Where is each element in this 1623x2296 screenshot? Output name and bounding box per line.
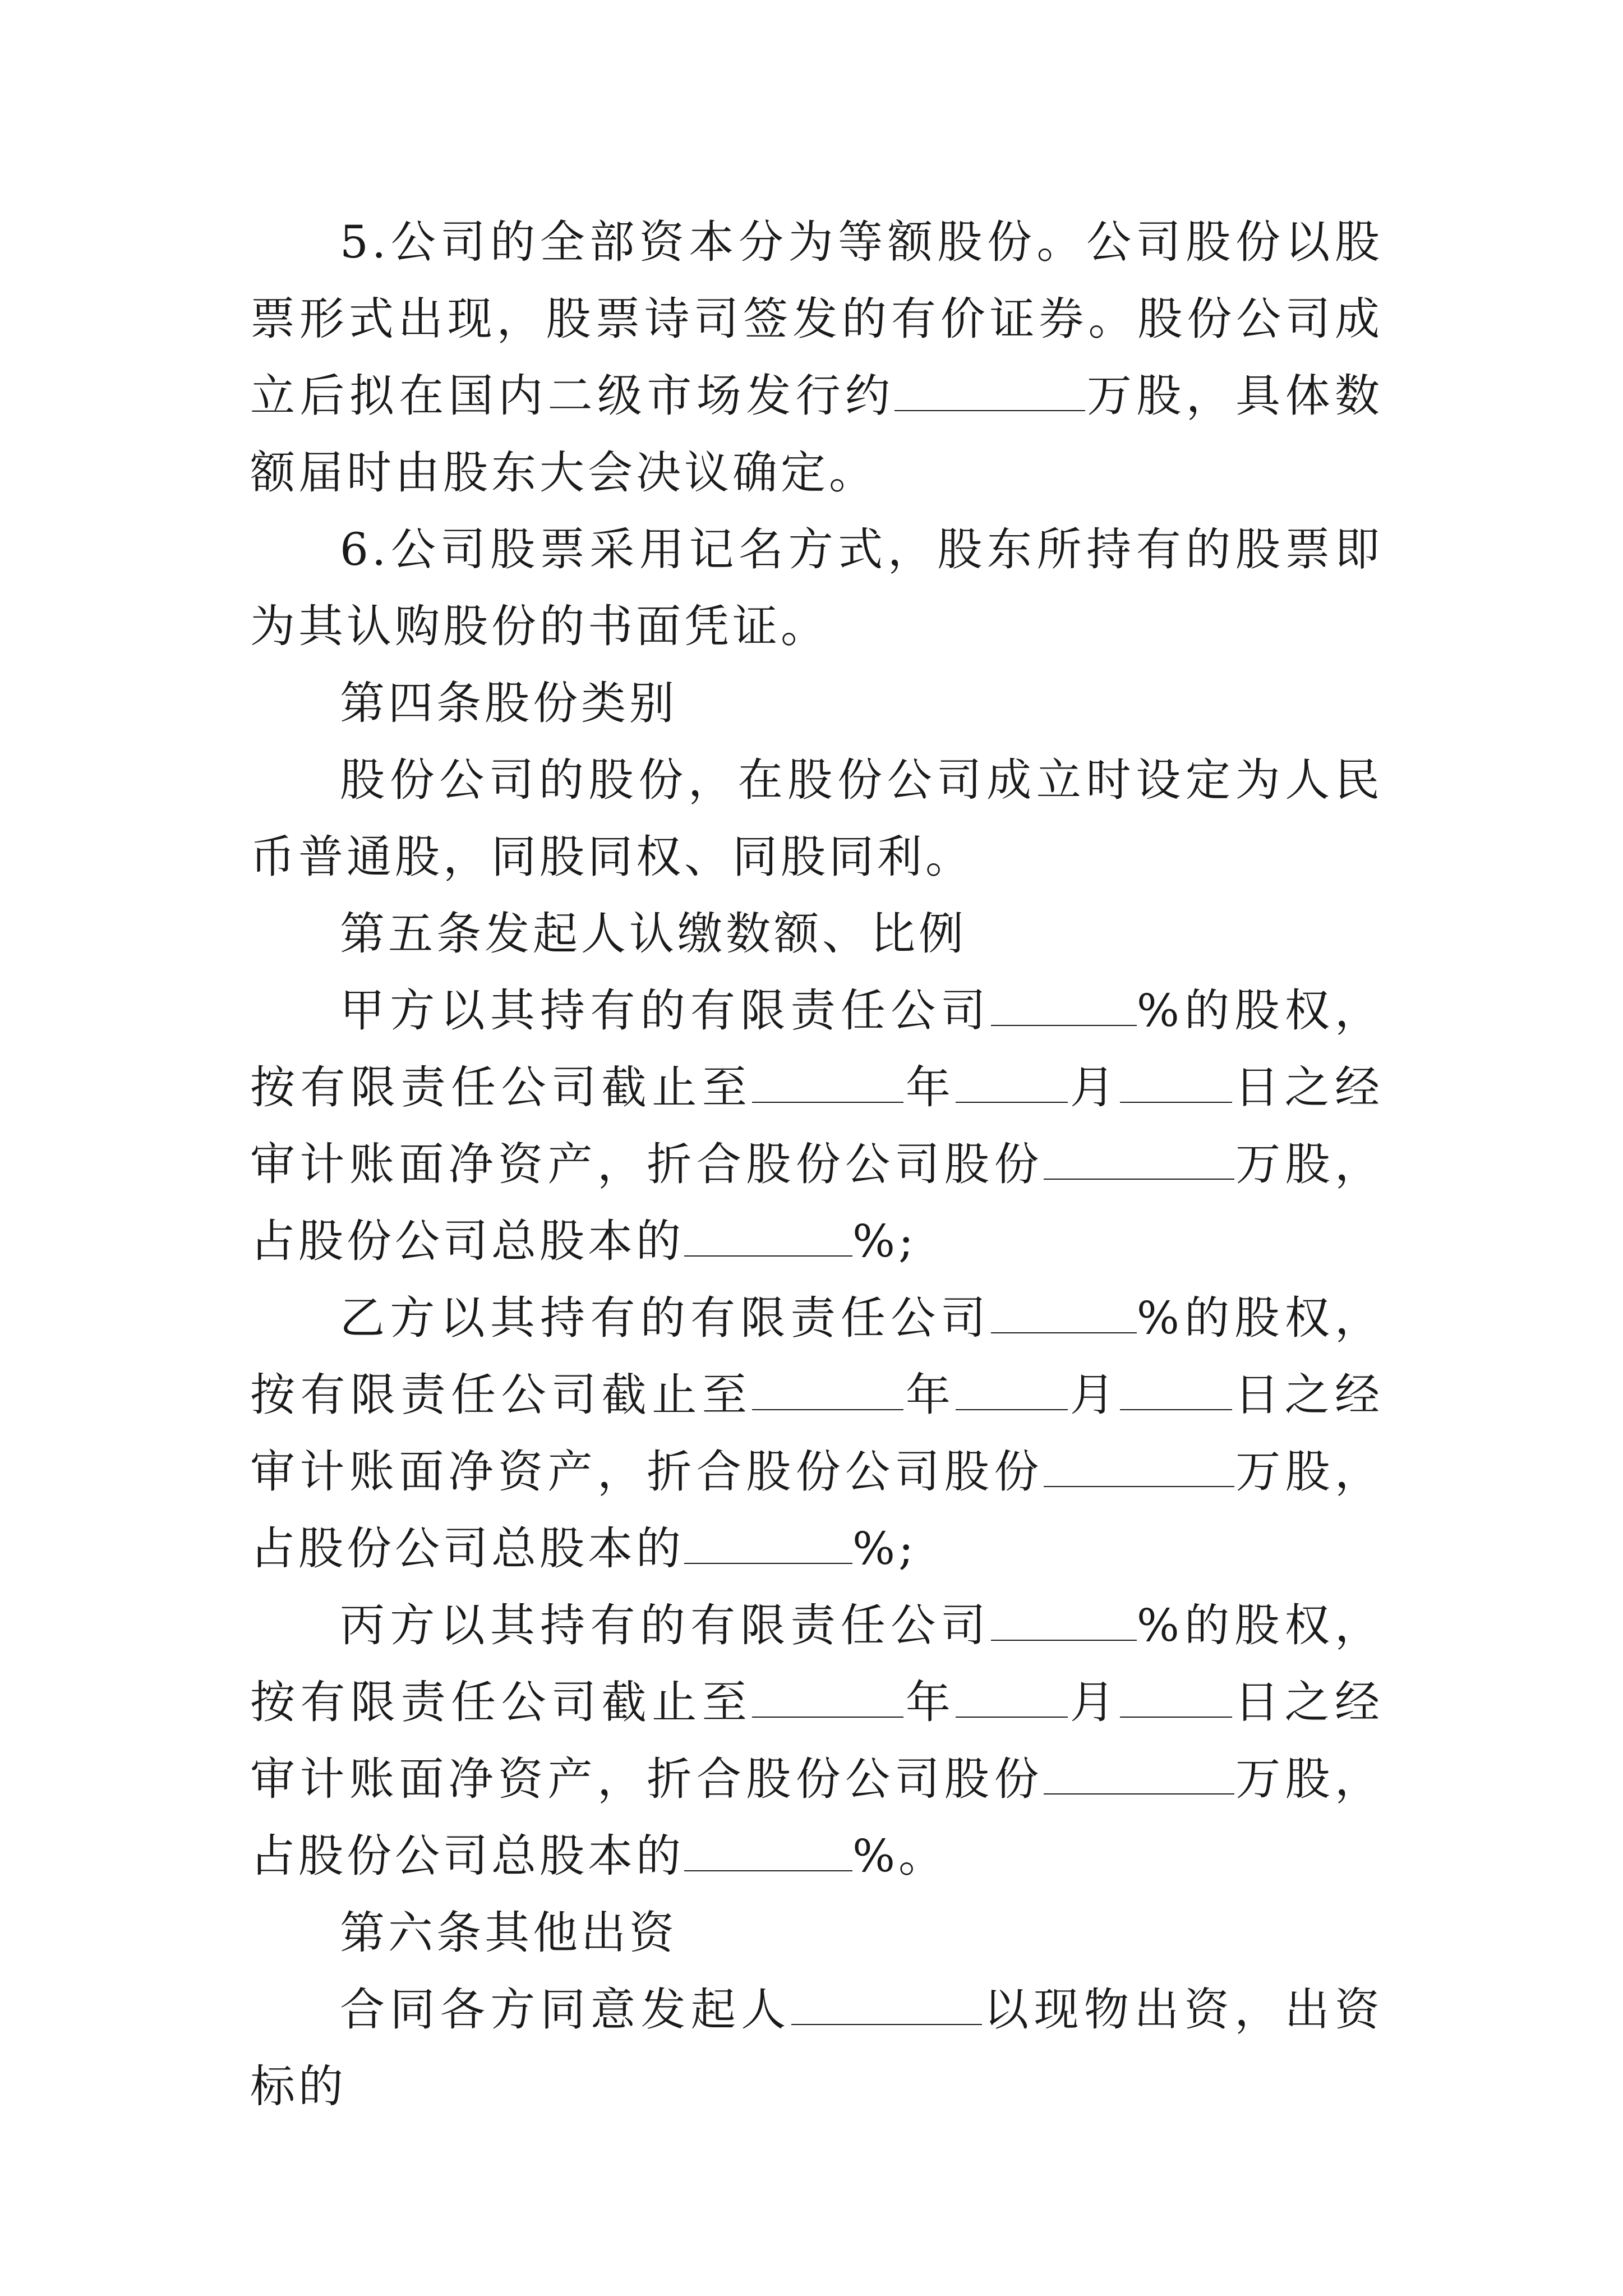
party-c-year-blank: [752, 1674, 903, 1718]
party-a-equity-pct-blank: [991, 982, 1137, 1026]
party-a-text-4: 月: [1068, 1061, 1121, 1114]
party-b-text-3: 年: [903, 1369, 956, 1421]
article-6-text-b: 以现物出资，出资标的: [250, 1984, 1384, 2113]
party-a-text-1: 甲方以其持有的有限责任公司: [340, 984, 991, 1037]
clause-5-text-a: 5.公司的全部资本分为等额股份。公司股份以股票形式出现，股票诗司签发的有价证券。股份公司成立后拟在国内二级市场发行约: [250, 216, 1383, 422]
party-c-text-7: %。: [852, 1830, 947, 1882]
party-b-equity-pct-blank: [991, 1290, 1137, 1333]
party-c-shares-blank: [1044, 1751, 1234, 1795]
party-c-text-4: 月: [1068, 1676, 1121, 1728]
party-a-text-3: 年: [903, 1061, 956, 1114]
party-b-month-blank: [956, 1366, 1068, 1410]
article-5-heading: 第五条发起人认缴数额、比例: [340, 908, 967, 960]
party-b-text-4: 月: [1068, 1369, 1121, 1421]
party-b-paragraph: [250, 1280, 1383, 1587]
party-a-month-blank: [956, 1059, 1068, 1103]
party-b-text-2: %的股权，按有限责任公司截止至: [250, 1292, 1384, 1421]
article-6-paragraph: [250, 1971, 1383, 2125]
party-c-day-blank: [1120, 1674, 1232, 1718]
party-c-month-blank: [956, 1674, 1068, 1718]
party-b-ratio-blank: [684, 1520, 852, 1564]
party-b-text-1: 乙方以其持有的有限责任公司: [340, 1292, 991, 1344]
share-count-blank: [895, 367, 1085, 411]
party-a-text-2: %的股权，按有限责任公司截止至: [250, 984, 1384, 1114]
article-4-paragraph: 股份公司的股份，在股份公司成立时设定为人民币普通股，同股同权、同股同利。: [250, 754, 1383, 883]
clause-5-text-b: 万股，具体数额届时由股东大会决议确定。: [250, 370, 1384, 499]
party-a-day-blank: [1120, 1059, 1232, 1103]
party-a-text-7: %;: [852, 1215, 917, 1267]
party-a-year-blank: [752, 1059, 903, 1103]
sponsor-name-blank: [791, 1981, 982, 2025]
party-b-year-blank: [752, 1366, 903, 1410]
party-c-text-6: 万股，占股份公司总股本的: [250, 1753, 1384, 1882]
party-a-shares-blank: [1044, 1136, 1234, 1180]
document-body: [250, 204, 1383, 2125]
party-c-paragraph: [250, 1587, 1383, 1894]
party-b-day-blank: [1120, 1366, 1232, 1410]
party-b-shares-blank: [1044, 1443, 1234, 1487]
clause-5-paragraph: [250, 204, 1383, 511]
article-6-text-a: 合同各方同意发起人: [340, 1984, 791, 2036]
article-6-heading: 第六条其他出资: [340, 1907, 677, 1959]
party-c-equity-pct-blank: [991, 1597, 1137, 1641]
party-b-text-5: 日之经审计账面净资产，折合股份公司股份: [250, 1369, 1384, 1498]
party-a-text-5: 日之经审计账面净资产，折合股份公司股份: [250, 1061, 1384, 1190]
article-4-heading: 第四条股份类别: [340, 677, 677, 729]
party-c-text-1: 丙方以其持有的有限责任公司: [340, 1599, 991, 1651]
party-a-paragraph: [250, 972, 1383, 1280]
party-c-text-3: 年: [903, 1676, 956, 1728]
party-c-text-2: %的股权，按有限责任公司截止至: [250, 1599, 1384, 1728]
party-b-text-7: %;: [852, 1522, 917, 1575]
party-c-text-5: 日之经审计账面净资产，折合股份公司股份: [250, 1676, 1384, 1805]
party-c-ratio-blank: [684, 1828, 852, 1871]
party-b-text-6: 万股，占股份公司总股本的: [250, 1446, 1384, 1575]
party-a-ratio-blank: [684, 1213, 852, 1257]
party-a-text-6: 万股，占股份公司总股本的: [250, 1138, 1384, 1267]
clause-6-paragraph: 6.公司股票采用记名方式，股东所持有的股票即为其认购股份的书面凭证。: [250, 523, 1383, 652]
